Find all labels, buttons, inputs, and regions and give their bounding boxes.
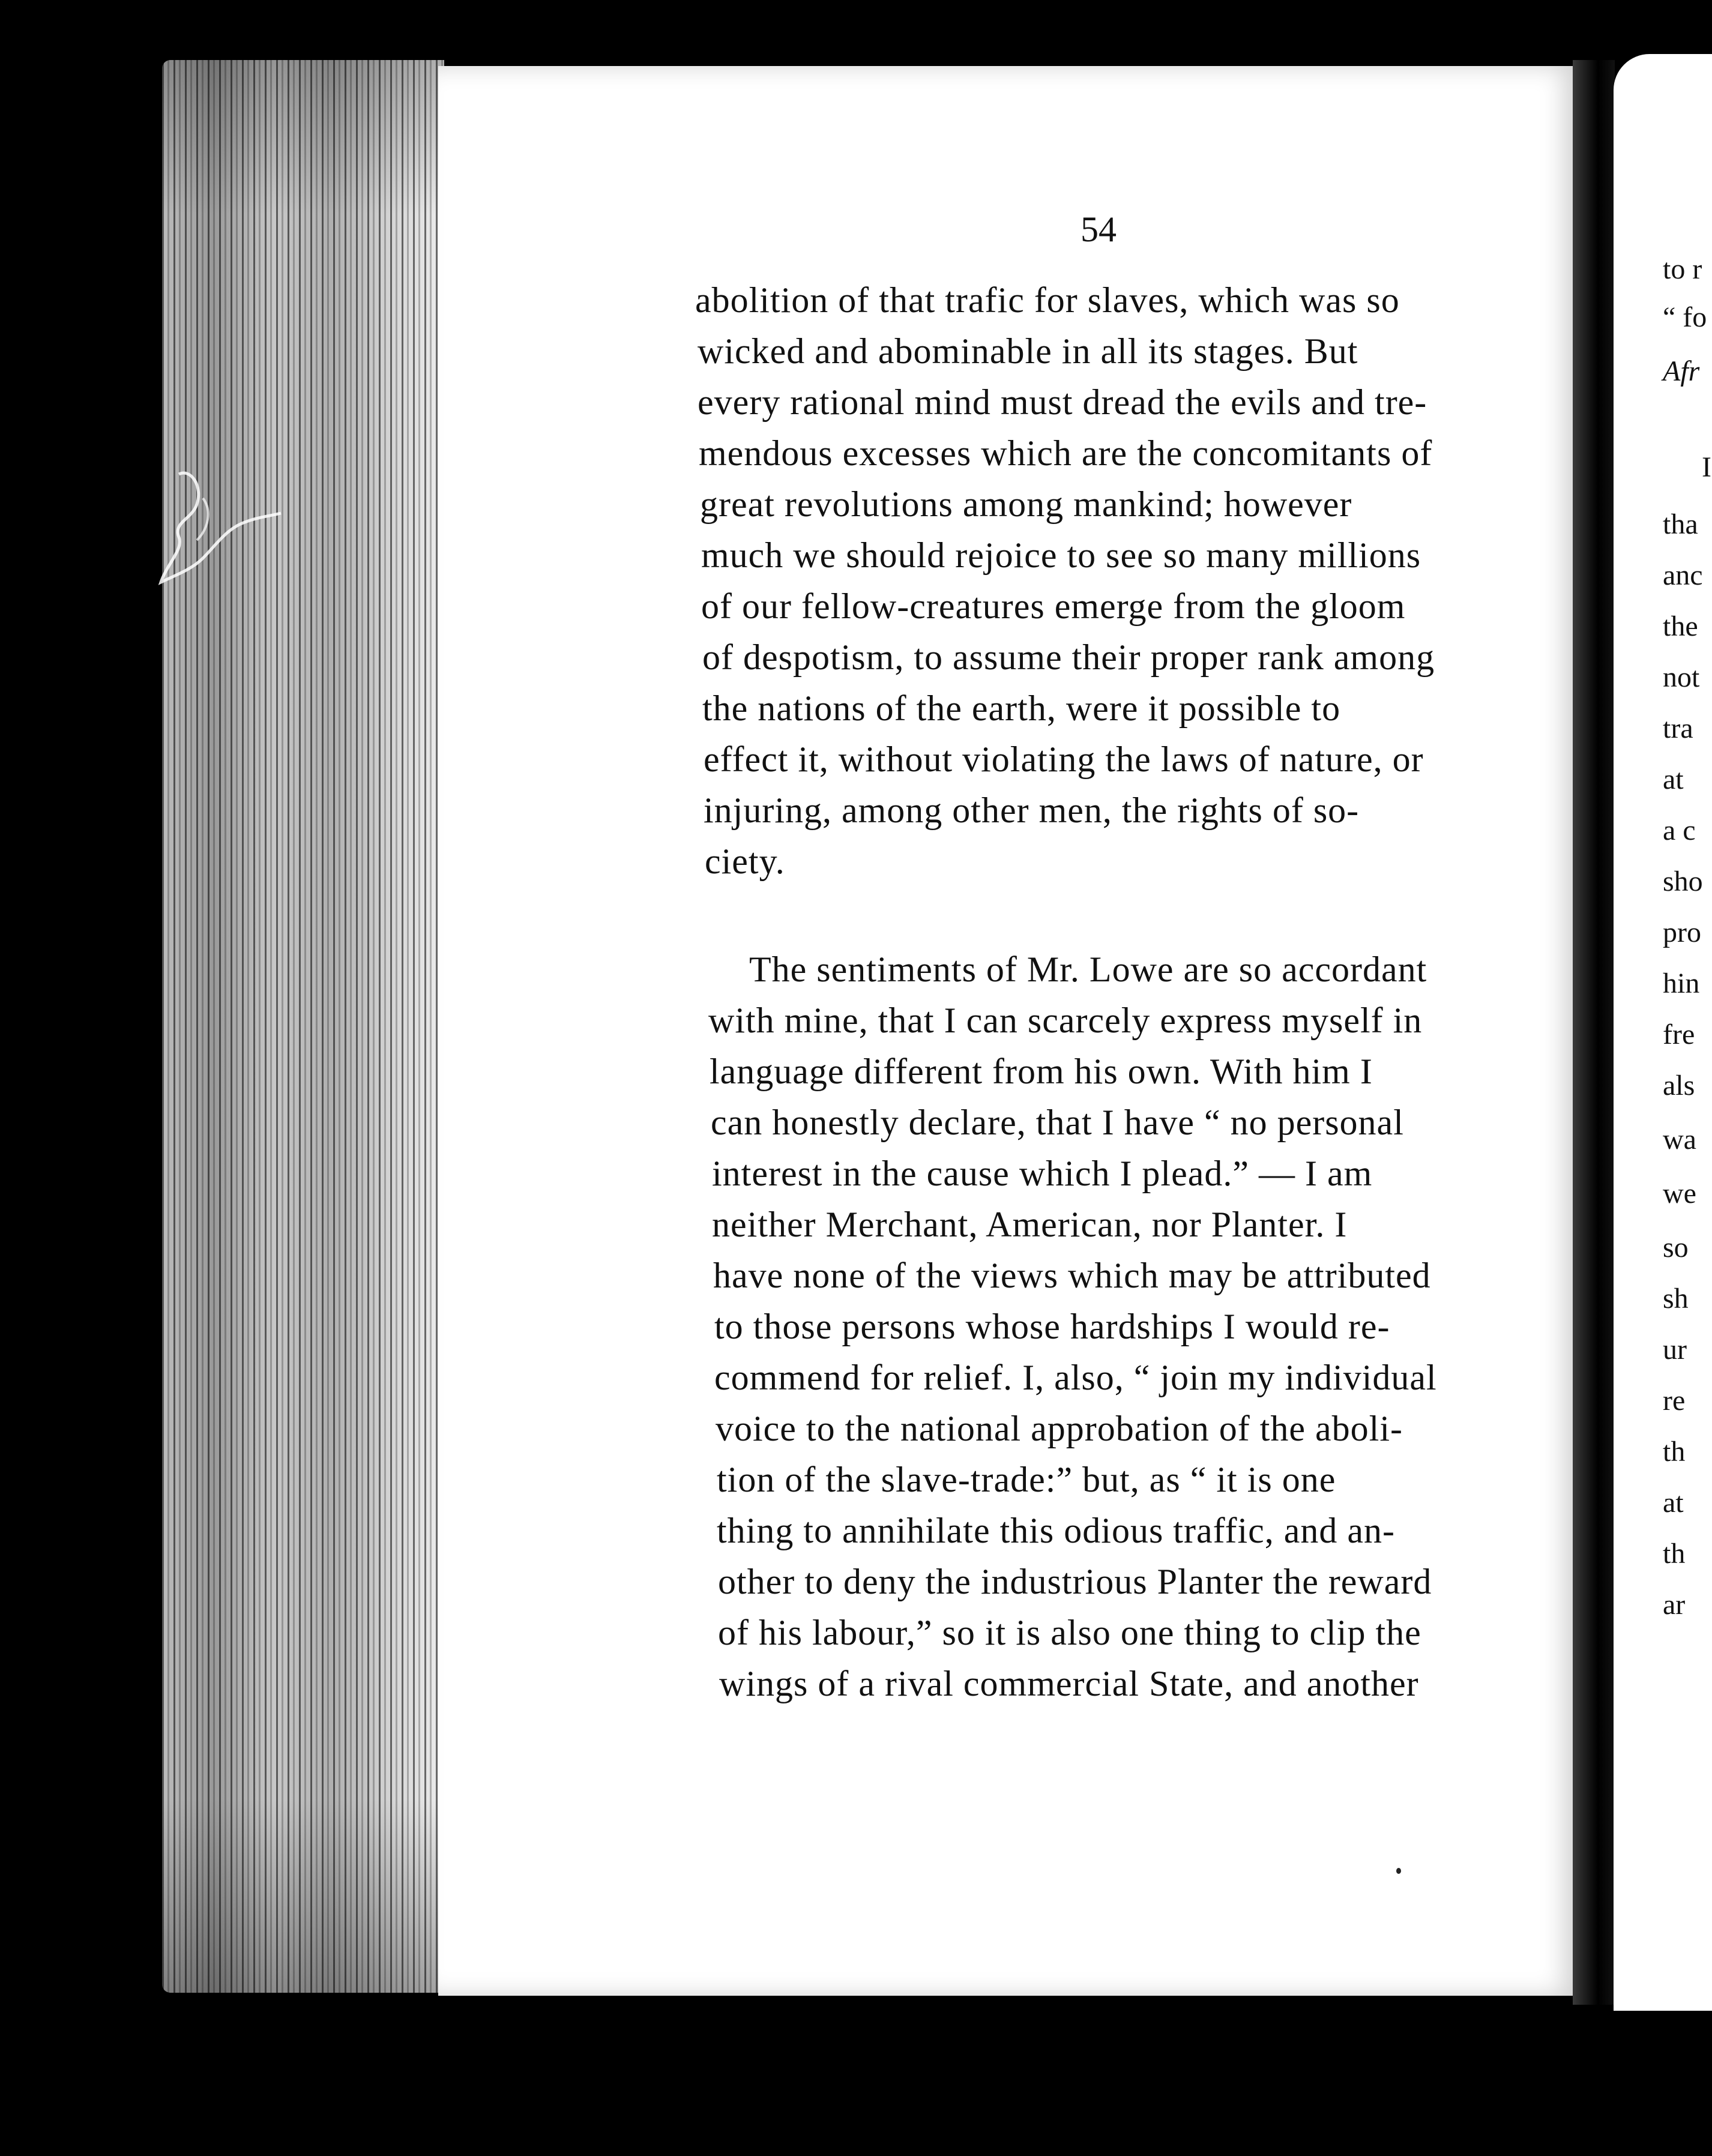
text-line: can honestly declare, that I have “ no personal (711, 1103, 1404, 1142)
right-page-fragment: the (1663, 610, 1698, 642)
text-line: commend for relief. I, also, “ join my individual (714, 1358, 1437, 1397)
right-page-fragment: wa (1663, 1124, 1696, 1155)
right-page-fragment: tha (1663, 508, 1698, 540)
text-line: have none of the views which may be attributed (713, 1256, 1431, 1295)
text-line: mendous excesses which are the concomitants of (699, 433, 1433, 473)
right-page-fragment: sh (1663, 1283, 1689, 1314)
right-page-fragment: at (1663, 1487, 1684, 1519)
text-line: wicked and abominable in all its stages. But (698, 331, 1358, 371)
right-page-fragment: at (1663, 763, 1684, 795)
text-line: ciety. (705, 842, 785, 881)
text-line: effect it, without violating the laws of nature, or (704, 739, 1424, 779)
text-line: with mine, that I can scarcely express myself in (708, 1001, 1423, 1040)
right-page-fragment: tra (1663, 712, 1693, 744)
text-line: much we should rejoice to see so many millions (701, 535, 1421, 575)
text-line: the nations of the earth, were it possible to (702, 688, 1341, 728)
text-line: language different from his own. With him I (710, 1052, 1373, 1091)
right-page-fragment: ur (1663, 1334, 1687, 1366)
text-line: neither Merchant, American, nor Planter. I (712, 1205, 1348, 1244)
right-page-fragment: sho (1663, 866, 1703, 897)
right-page-fragment: “ fo (1663, 301, 1707, 333)
right-page-fragment: anc (1663, 559, 1703, 591)
text-line: other to deny the industrious Planter the reward (718, 1562, 1432, 1601)
right-page-fragment: Afr (1663, 355, 1700, 387)
text-line: The sentiments of Mr. Lowe are so accordant (749, 950, 1427, 989)
text-line: of despotism, to assume their proper rank among (702, 637, 1435, 677)
text-line: abolition of that trafic for slaves, which was so (695, 280, 1400, 320)
right-page-fragment: th (1663, 1436, 1686, 1468)
right-page-fragment: to r (1663, 253, 1702, 285)
right-page-fragment: fre (1663, 1019, 1695, 1050)
text-line: tion of the slave-trade:” but, as “ it is one (717, 1460, 1336, 1499)
text-line: interest in the cause which I plead.” — I am (712, 1154, 1373, 1193)
pencil-mark (155, 462, 305, 606)
text-line: thing to annihilate this odious traffic, and an- (717, 1511, 1395, 1550)
right-page-fragment: als (1663, 1070, 1695, 1101)
text-line: voice to the national approbation of the aboli- (716, 1409, 1403, 1448)
right-page-fragment: we (1663, 1178, 1696, 1209)
text-line: wings of a rival commercial State, and another (719, 1664, 1419, 1703)
right-page-fragment: hin (1663, 968, 1700, 999)
text-line: injuring, among other men, the rights of so- (704, 790, 1360, 830)
page-edges-shadow (162, 60, 444, 1993)
text-line: to those persons whose hardships I would re- (714, 1307, 1390, 1346)
text-line: every rational mind must dread the evils and tre- (698, 382, 1427, 422)
page-number: 54 (1081, 209, 1117, 249)
right-page-fragment: not (1663, 661, 1700, 693)
ink-speck (1396, 1868, 1401, 1874)
right-page-fragment: ar (1663, 1589, 1686, 1621)
right-page-fragment: th (1663, 1538, 1686, 1570)
right-page-fragment: a c (1663, 815, 1696, 846)
right-page-fragment: re (1663, 1385, 1686, 1417)
book-gutter (1573, 60, 1615, 2005)
text-line: great revolutions among mankind; however (700, 484, 1352, 524)
right-page-fragment: so (1663, 1232, 1689, 1263)
right-page-fragment: I (1702, 451, 1711, 483)
text-line: of his labour,” so it is also one thing to clip the (718, 1613, 1421, 1652)
text-line: of our fellow-creatures emerge from the gloom (701, 586, 1406, 626)
right-page-fragment: pro (1663, 917, 1701, 948)
